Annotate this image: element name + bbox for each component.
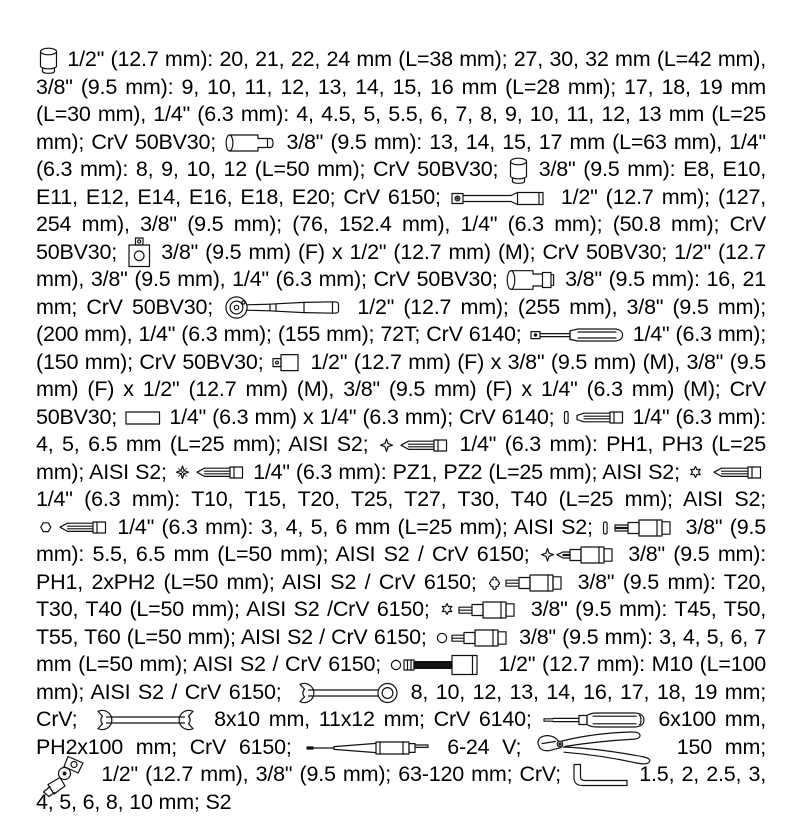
spec-text: 1/4" (6.3 mm) x 1/4" (6.3 mm); CrV 6140; (169, 404, 561, 429)
spec-text: 3/8" (9.5 mm): E8, E10, E11, E12, E14, E16, E18, E20; CrV 6150; (36, 157, 766, 209)
spec-text: 1/2" (12.7 mm); (127, 254 mm), 3/8" (9.5 mm); (76, 152.4 mm), 1/4" (6.3 mm); (50.8 mm); CrV 50BV30; (36, 184, 766, 264)
slotted-bit-socket-icon (602, 517, 676, 539)
extension-bar-icon (451, 186, 551, 210)
spec-text: 3/8" (9.5 mm): 3, 4, 5, 6, 7 mm (L=50 mm); AISI S2 / CrV 6150; (36, 624, 766, 676)
deep-socket-icon (225, 133, 277, 153)
torx-bit-socket-large-icon (439, 599, 521, 621)
spec-text: 1/4" (6.3 mm); (150 mm); CrV 50BV30; (36, 322, 766, 374)
spec-text: 8, 10, 12, 13, 14, 16, 17, 18, 19 mm; CrV; (36, 679, 767, 731)
hex-bit-socket-icon (435, 627, 511, 649)
spec-text: 1/4" (6.3 mm): 3, 4, 5, 6 mm (L=25 mm); AISI S2; (117, 514, 601, 539)
torx-bit-icon (688, 465, 764, 480)
spec-text: 8x10 mm, 11x12 mm; CrV 6140; (214, 707, 541, 731)
spec-text: 3/8" (9.5 mm): T45, T50, T55, T60 (L=50 mm); AISI S2 / CrV 6150; (36, 597, 766, 649)
torx-bit-socket-icon (487, 572, 567, 594)
spec-text: 3/8" (9.5 mm): PH1, 2xPH2 (L=50 mm); AISI S2 / CrV 6150; (36, 542, 767, 594)
voltage-tester-icon (306, 738, 432, 758)
spec-text: 6-24 V; (447, 734, 535, 759)
spec-text: 1/2" (12.7 mm): 20, 21, 22, 24 mm (L=38 mm); 27, 30, 32 mm (L=42 mm), 3/8" (9.5 mm): 9, 10, 11, 12, 13, 14, 15, 16 mm (L=28 mm); 17, 18, 19 mm (L=30 mm), 1/4" (6.3 mm): 4, 4.5, 5, 5.5, 6, 7, 8, 9, 10, 11, 12, 13 mm (L=25 mm); CrV 50BV30; (36, 47, 767, 154)
spec-text: 150 mm; (676, 734, 766, 759)
spec-text: 1/4" (6.3 mm): 4, 5, 6.5 mm (L=25 mm); AISI S2; (36, 404, 766, 456)
open-end-wrench-icon (88, 707, 203, 733)
phillips-bit-socket-icon (540, 544, 618, 566)
spec-text: 1/4" (6.3 mm): PZ1, PZ2 (L=25 mm); AISI S2; (253, 459, 686, 484)
socket-icon (38, 47, 59, 74)
hex-bit-icon (38, 520, 108, 535)
socket-icon (508, 157, 529, 184)
spec-text: 1/2" (12.7 mm) (F) x 3/8" (9.5 mm) (M), 3/8" (9.5 mm) (F) x 1/2" (12.7 mm) (M), 3/8" (9.5 mm) (F) x 1/4" (6.3 mm) (M); CrV 50BV30; (36, 349, 766, 429)
reducer-adapter-icon (272, 353, 302, 372)
long-bit-socket-icon (390, 652, 490, 678)
combination-wrench-icon (291, 681, 401, 705)
spec-text: 3/8" (9.5 mm) (F) x 1/2" (12.7 mm) (M); CrV 50BV30; 1/2" (12.7 mm), 3/8" (9.5 mm), 1/4" (6.3 mm); CrV 50BV30; (36, 239, 766, 291)
spec-text: 1/2" (12.7 mm): M10 (L=100 mm); AISI S2 / CrV 6150; (36, 652, 767, 704)
hex-key-icon (570, 763, 630, 788)
spec-text: 1/2" (12.7 mm); (255 mm), 3/8" (9.5 mm); (200 mm), 1/4" (6.3 mm); (155 mm); 72T; CrV 6140; (36, 294, 767, 346)
spec-text: 3/8" (9.5 mm): 5.5, 6.5 mm (L=50 mm); AISI S2 / CrV 6150; (36, 514, 766, 566)
spec-text: 1/4" (6.3 mm): PH1, PH3 (L=25 mm); AISI S2; (36, 432, 767, 484)
spec-text: 3/8" (9.5 mm): 13, 14, 15, 17 mm (L=63 mm), 1/4" (6.3 mm): 8, 9, 10, 12 (L=50 mm); CrV 50BV30; (36, 129, 766, 181)
spark-plug-socket-icon (506, 269, 556, 291)
pozidriv-bit-icon (175, 465, 245, 480)
bit-adapter-icon (125, 411, 161, 425)
spinner-handle-icon (530, 325, 625, 345)
tool-spec-paragraph (36, 46, 766, 816)
spec-text: 6x100 mm, PH2x100 mm; CrV 6150; (36, 707, 766, 759)
slotted-bit-icon (563, 410, 625, 425)
spec-text: 1.5, 2, 2.5, 3, 4, 5, 6, 8, 10 mm; S2 (36, 762, 766, 814)
spec-text: 1/2" (12.7 mm), 3/8" (9.5 mm); 63-120 mm; CrV; (101, 762, 569, 786)
spec-text: 3/8" (9.5 mm): T20, T30, T40 (L=50 mm); AISI S2 /CrV 6150; (36, 569, 766, 621)
spec-text: 3/8" (9.5 mm): 16, 21 mm; CrV 50BV30; (36, 267, 766, 319)
pliers-icon (536, 730, 662, 766)
phillips-bit-icon (379, 438, 449, 453)
ratchet-icon (224, 295, 346, 321)
three-way-adapter-icon (126, 237, 152, 268)
spec-text: 1/4" (6.3 mm): T10, T15, T20, T25, T27, T30, T40 (L=25 mm); AISI S2; (36, 487, 766, 511)
